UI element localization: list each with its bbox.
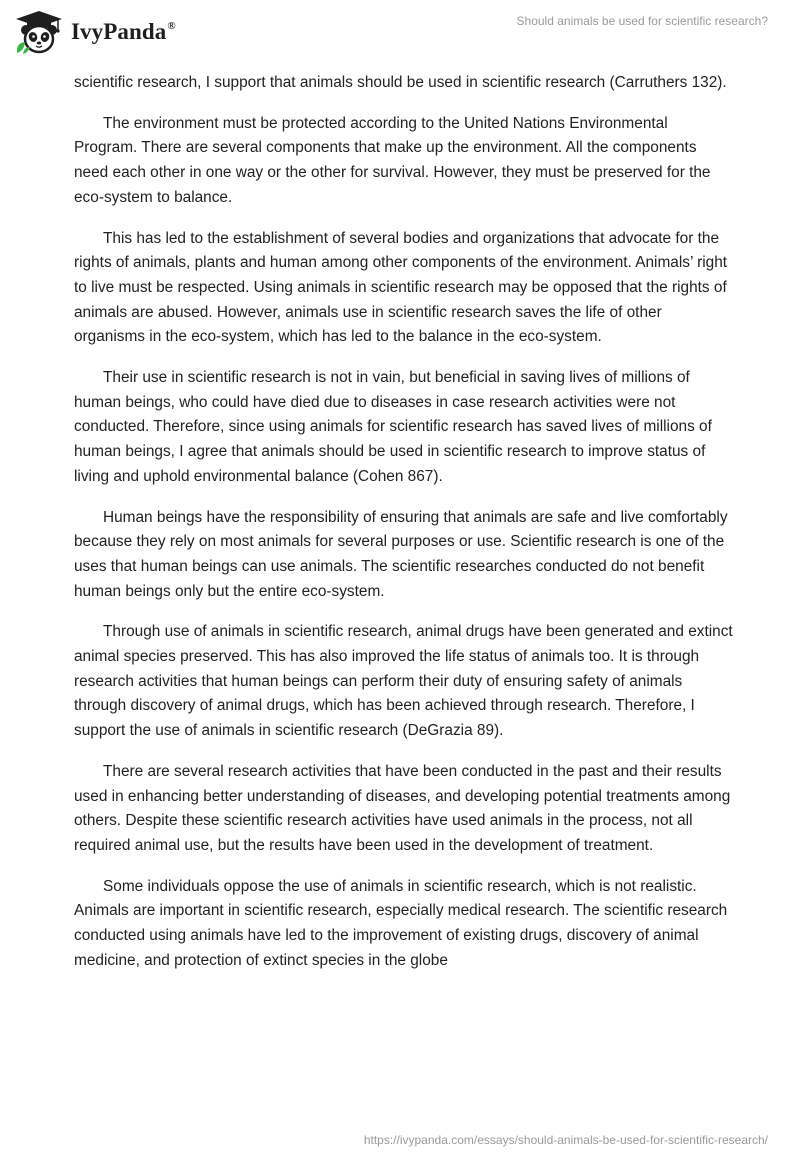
trademark-symbol: ®: [167, 20, 176, 32]
paragraph: Human beings have the responsibility of ensuring that animals are safe and live comfortably because they rely on most animals for several purposes or use. Scientific research is one of the uses that human beings can use animals. The scientific researches conducted do not benefit human beings only but the entire eco-system.: [74, 508, 728, 600]
essay-body: [74, 71, 734, 990]
page-header: [0, 0, 800, 64]
brand-name: IvyPanda®: [71, 19, 176, 44]
ivypanda-logo[interactable]: [14, 6, 176, 58]
paragraph: This has led to the establishment of several bodies and organizations that advocate for the rights of animals, plants and human among other components of the environment. Animals’ right to live must be respected. Using animals in scientific research may be opposed that the rights of animals are abused. However, animals use in scientific research saves the life of other organisms in the eco-system, which has led to the balance in the eco-system.: [74, 229, 728, 346]
paragraph: Through use of animals in scientific research, animal drugs have been generated and extinct animal species preserved. This has also improved the life status of animals too. It is through research activities that human beings can perform their duty of ensuring safety of animals through discovery of animal drugs, which has been achieved through research. Therefore, I support the use of animals in scientific research (DeGrazia 89).: [74, 623, 733, 740]
document-title: Should animals be used for scientific research?: [516, 14, 768, 28]
paragraph: The environment must be protected according to the United Nations Environmental Program. There are several components that make up the environment. All the components need each other in one way or the other for survival. However, they must be preserved for the eco-system to balance.: [74, 114, 711, 206]
panda-graduate-icon: [14, 9, 64, 55]
paragraph: There are several research activities that have been conducted in the past and their results used in enhancing better understanding of diseases, and developing potential treatments among others. Despite these scientific research activities have used animals in the process, not all required animal use, but the results have been used in the development of treatment.: [74, 762, 731, 854]
source-url[interactable]: https://ivypanda.com/essays/should-animals-be-used-for-scientific-research/: [363, 1133, 768, 1147]
paragraph: Some individuals oppose the use of animals in scientific research, which is not realistic. Animals are important in scientific research, especially medical research. The scientific research conducted using animals have led to the improvement of existing drugs, discovery of animal medicine, and protection of extinct species in the globe: [74, 877, 728, 969]
paragraph: scientific research, I support that animals should be used in scientific research (Carruthers 132).: [74, 74, 727, 91]
paragraph: Their use in scientific research is not in vain, but beneficial in saving lives of millions of human beings, who could have died due to diseases in case research activities were not conducted. Therefore, since using animals for scientific research has saved lives of millions of human beings, I agree that animals should be used in scientific research to improve status of living and uphold environmental balance (Cohen 867).: [74, 369, 712, 485]
